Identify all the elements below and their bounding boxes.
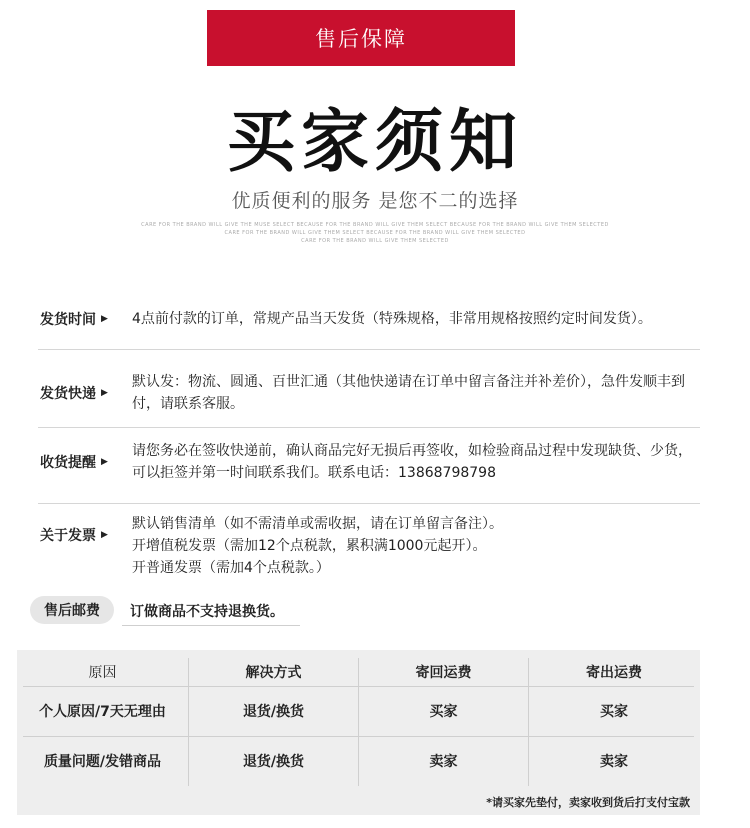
table-header-cell: 解决方式 bbox=[189, 658, 359, 686]
invoice-line: 默认销售清单（如不需清单或需收据，请在订单留言备注）。 bbox=[132, 516, 503, 532]
table-cell: 个人原因/7天无理由 bbox=[17, 686, 189, 736]
page-subtitle: 优质便利的服务 是您不二的选择 bbox=[231, 190, 519, 212]
table-rule bbox=[23, 736, 694, 737]
table-header-cell: 寄出运费 bbox=[586, 665, 642, 681]
triangle-right-icon: ▶ bbox=[101, 530, 108, 540]
table-cell: 买家 bbox=[600, 704, 628, 720]
triangle-right-icon: ▶ bbox=[101, 314, 108, 324]
postage-text: 订做商品不支持退换货。 bbox=[130, 604, 284, 620]
notice-row-receipt-reminder bbox=[40, 440, 700, 484]
table-header-cell: 原因 bbox=[17, 658, 189, 686]
triangle-right-icon: ▶ bbox=[101, 388, 108, 398]
notice-row-invoice bbox=[40, 513, 700, 579]
triangle-right-icon: ▶ bbox=[101, 457, 108, 467]
row-label: 关于发票 bbox=[40, 528, 96, 544]
table-header-cell: 寄回运费 bbox=[359, 658, 529, 686]
table-header-row bbox=[17, 650, 700, 686]
row-text: 请您务必在签收快递前，确认商品完好无损后再签收，如检验商品过程中发现缺货、少货，可以拒签并第一时间联系我们。联系电话：13868798798 bbox=[132, 443, 692, 481]
row-label: 发货快递 bbox=[40, 386, 96, 402]
divider bbox=[122, 625, 300, 626]
row-text: 默认发：物流、圆通、百世汇通（其他快递请在订单中留言备注并补差价），急件发顺丰到付，请联系客服。 bbox=[132, 374, 685, 412]
table-row bbox=[17, 736, 700, 786]
return-policy-table bbox=[17, 650, 700, 815]
invoice-line: 开增值税发票（需加12个点税款，累积满1000元起开）。 bbox=[132, 538, 487, 554]
row-label: 发货时间 bbox=[40, 312, 96, 328]
table-footnote: *请买家先垫付，卖家收到货后打支付宝款 bbox=[486, 796, 690, 809]
invoice-line: 开普通发票（需加4个点税款。） bbox=[132, 560, 330, 576]
table-cell: 卖家 bbox=[600, 754, 628, 770]
table-cell: 买家 bbox=[359, 686, 529, 736]
fine-print-line: CARE FOR THE BRAND WILL GIVE THE MUSE SELECT BECAUSE FOR THE BRAND WILL GIVE THEM SELECT BECAUSE FOR THE BRAND WILL GIVE THEM SELECTED bbox=[141, 222, 609, 228]
table-cell: 卖家 bbox=[359, 736, 529, 786]
page-title: 买家须知 bbox=[226, 103, 523, 182]
notice-row-shipping-time bbox=[40, 308, 700, 330]
divider bbox=[38, 349, 700, 350]
postage-badge: 售后邮费 bbox=[30, 596, 114, 624]
row-label: 收货提醒 bbox=[40, 455, 96, 471]
fine-print-line: CARE FOR THE BRAND WILL GIVE THEM SELECTED bbox=[301, 238, 449, 244]
table-cell: 退货/换货 bbox=[189, 686, 359, 736]
table-cell: 质量问题/发错商品 bbox=[17, 736, 189, 786]
table-row bbox=[17, 686, 700, 736]
row-text: 4点前付款的订单，常规产品当天发货（特殊规格，非常用规格按照约定时间发货）。 bbox=[132, 311, 652, 327]
fine-print-line: CARE FOR THE BRAND WILL GIVE THEM SELECT BECAUSE FOR THE BRAND WILL GIVE THEM SELECTED bbox=[224, 230, 526, 236]
table-rule bbox=[23, 686, 694, 687]
after-sales-banner: 售后保障 bbox=[207, 10, 515, 66]
table-cell: 退货/换货 bbox=[189, 736, 359, 786]
notice-row-courier bbox=[40, 371, 700, 415]
divider bbox=[38, 427, 700, 428]
divider bbox=[38, 503, 700, 504]
